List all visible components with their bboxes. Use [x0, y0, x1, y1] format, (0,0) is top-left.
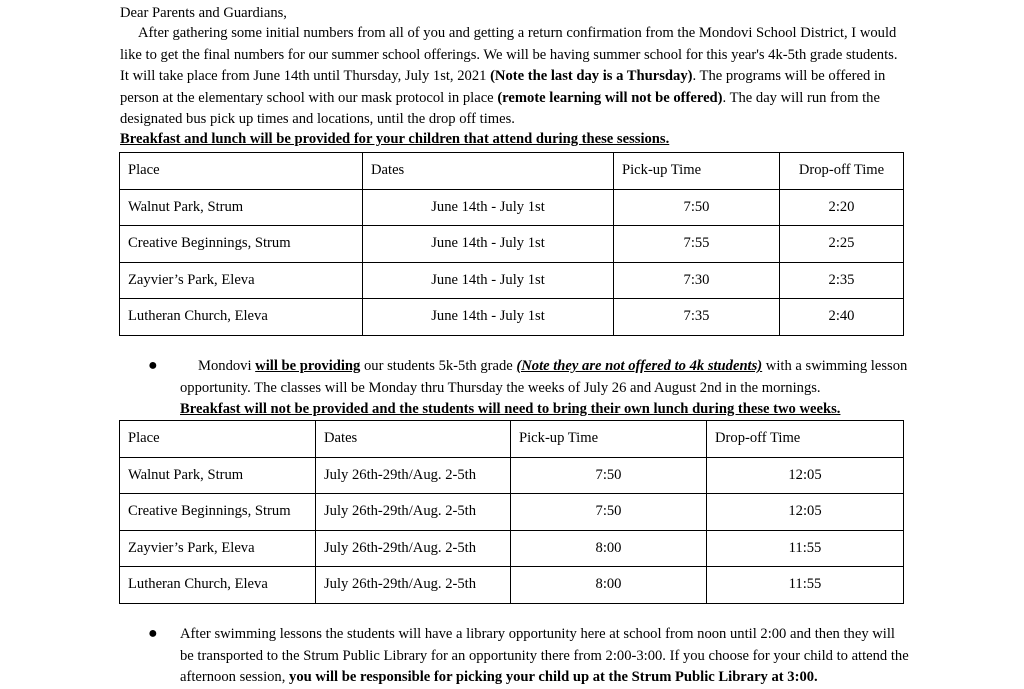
intro-text-c: . The day will run from the designated bus pick up times and locations, until the drop off times. — [120, 89, 880, 128]
swim-paragraph — [180, 356, 910, 421]
cell-pickup: 7:30 — [614, 262, 780, 299]
table-header-row — [120, 153, 904, 190]
header-place: Place — [120, 421, 316, 458]
header-pickup: Pick-up Time — [511, 421, 707, 458]
cell-place: Walnut Park, Strum — [120, 457, 316, 494]
cell-dropoff: 12:05 — [707, 494, 904, 531]
header-place: Place — [120, 153, 363, 190]
swim-text-c: with a swimming lesson opportunity. The classes will be Monday thru Thursday the weeks of July 26 and August 2nd in the mornings. — [180, 358, 908, 396]
cell-dropoff: 2:25 — [780, 226, 904, 263]
cell-pickup: 7:55 — [614, 226, 780, 263]
swim-text-b: our students 5k-5th grade — [360, 358, 517, 374]
table-row — [120, 494, 904, 531]
table-row — [120, 530, 904, 567]
cell-dropoff: 11:55 — [707, 567, 904, 604]
cell-dropoff: 2:35 — [780, 262, 904, 299]
cell-pickup: 7:50 — [614, 189, 780, 226]
table-row — [120, 262, 904, 299]
cell-dates: June 14th - July 1st — [363, 189, 614, 226]
cell-dates: July 26th-29th/Aug. 2-5th — [316, 494, 511, 531]
greeting: Dear Parents and Guardians, — [120, 5, 287, 21]
header-dropoff: Drop-off Time — [707, 421, 904, 458]
intro-note-last-day: (Note the last day is a Thursday) — [490, 68, 693, 85]
swim-text-a: Mondovi — [198, 358, 256, 374]
swim-providing: will be providing — [255, 358, 361, 374]
header-dates: Dates — [316, 421, 511, 458]
cell-pickup: 7:50 — [511, 457, 707, 494]
intro-note-remote: (remote learning will not be offered) — [497, 89, 723, 106]
cell-pickup: 8:00 — [511, 530, 707, 567]
cell-pickup: 7:35 — [614, 299, 780, 336]
table-row — [120, 457, 904, 494]
bullet-icon: ● — [148, 625, 158, 642]
summer-school-table — [119, 152, 904, 336]
swim-lunch-note: Breakfast will not be provided and the students will need to bring their own lunch during these two weeks. — [180, 401, 841, 418]
cell-place: Creative Beginnings, Strum — [120, 226, 363, 263]
breakfast-heading: Breakfast and lunch will be provided for your children that attend during these sessions. — [120, 131, 670, 147]
header-pickup: Pick-up Time — [614, 153, 780, 190]
table-row — [120, 567, 904, 604]
library-paragraph — [180, 624, 910, 689]
cell-place: Lutheran Church, Eleva — [120, 299, 363, 336]
swim-note-4k: (Note they are not offered to 4k students) — [516, 358, 763, 374]
cell-place: Walnut Park, Strum — [120, 189, 363, 226]
swimming-table — [119, 420, 904, 604]
table-row — [120, 226, 904, 263]
cell-dates: July 26th-29th/Aug. 2-5th — [316, 457, 511, 494]
cell-dates: June 14th - July 1st — [363, 262, 614, 299]
library-text: After swimming lessons the students will have a library opportunity here at school from noon until 2:00 and then they will be transported to the Strum Public Library for an opportunity there from 2:00-3:00. If you choose for your child to attend the afternoon session, — [180, 626, 909, 686]
table-header-row — [120, 421, 904, 458]
cell-dates: June 14th - July 1st — [363, 226, 614, 263]
cell-pickup: 8:00 — [511, 567, 707, 604]
library-pickup-note: you will be responsible for picking your child up at the Strum Public Library at 3:00. — [289, 669, 818, 686]
cell-dropoff: 2:20 — [780, 189, 904, 226]
bullet-icon: ● — [148, 357, 158, 374]
cell-dropoff: 2:40 — [780, 299, 904, 336]
cell-place: Creative Beginnings, Strum — [120, 494, 316, 531]
cell-dropoff: 11:55 — [707, 530, 904, 567]
table-row — [120, 189, 904, 226]
header-dates: Dates — [363, 153, 614, 190]
cell-pickup: 7:50 — [511, 494, 707, 531]
cell-dates: July 26th-29th/Aug. 2-5th — [316, 530, 511, 567]
intro-text-b: . The programs will be offered in person at the elementary school with our mask protocol in place — [120, 68, 886, 106]
cell-place: Lutheran Church, Eleva — [120, 567, 316, 604]
cell-place: Zayvier’s Park, Eleva — [120, 262, 363, 299]
cell-dates: June 14th - July 1st — [363, 299, 614, 336]
intro-text-a: After gathering some initial numbers from all of you and getting a return confirmation from the Mondovi School District, I would like to get the final numbers for our summer school offerings. We will be having summer school for this year's 4k-5th grade students. It will take place from June 14th until Thursday, July 1st, 2021 — [120, 25, 898, 85]
intro-paragraph — [120, 23, 910, 131]
cell-dates: July 26th-29th/Aug. 2-5th — [316, 567, 511, 604]
cell-place: Zayvier’s Park, Eleva — [120, 530, 316, 567]
header-dropoff: Drop-off Time — [780, 153, 904, 190]
table-row — [120, 299, 904, 336]
cell-dropoff: 12:05 — [707, 457, 904, 494]
